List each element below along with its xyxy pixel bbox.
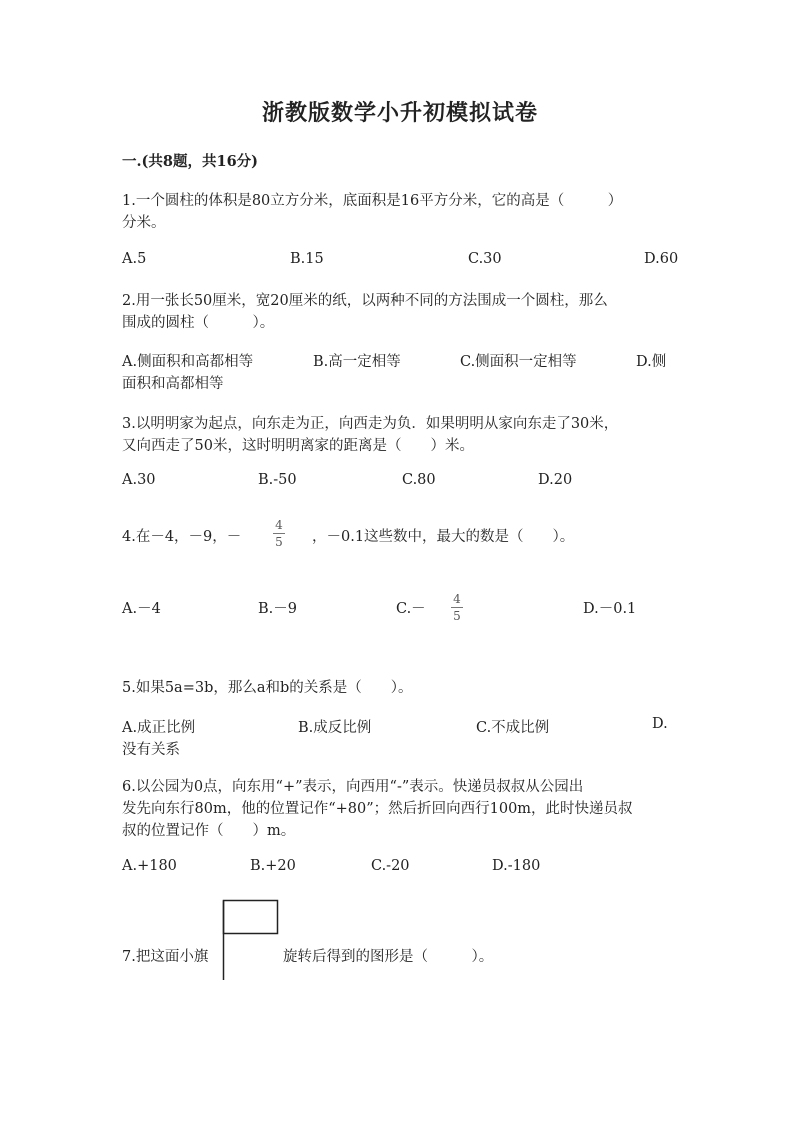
question-2-option-b[interactable]: B.高一定相等 xyxy=(313,354,401,370)
question-4-option-b[interactable]: B.－9 xyxy=(258,601,297,617)
question-4-option-a[interactable]: A.－4 xyxy=(122,601,161,617)
question-2-option-d[interactable]: D.侧 xyxy=(636,354,667,370)
question-3-option-d[interactable]: D.20 xyxy=(538,472,573,488)
question-3-line-2: 又向西走了50米，这时明明离家的距离是（ ）米。 xyxy=(122,438,474,454)
question-1-option-c[interactable]: C.30 xyxy=(468,251,502,267)
fraction-denominator: 5 xyxy=(275,535,283,549)
fraction-numerator: 4 xyxy=(275,518,283,532)
fraction-bar xyxy=(451,607,463,608)
question-3-option-b[interactable]: B.-50 xyxy=(258,472,297,488)
question-1-option-b[interactable]: B.15 xyxy=(290,251,324,267)
question-6-option-b[interactable]: B.+20 xyxy=(250,858,296,874)
question-1-line-2: 分米。 xyxy=(122,215,166,231)
question-6-option-c[interactable]: C.-20 xyxy=(371,858,410,874)
question-6-line-3: 叔的位置记作（ ）m。 xyxy=(122,823,296,839)
fraction-denominator: 5 xyxy=(453,609,461,623)
question-5-line-1: 5.如果5a=3b，那么a和b的关系是（ ）。 xyxy=(122,680,413,696)
question-3-option-c[interactable]: C.80 xyxy=(402,472,436,488)
flag-figure xyxy=(218,898,280,982)
question-2-line-2: 围成的圆柱（ ）。 xyxy=(122,315,275,331)
question-2-option-a[interactable]: A.侧面积和高都相等 xyxy=(122,354,254,370)
question-4-option-d[interactable]: D.－0.1 xyxy=(583,601,637,617)
question-1-option-a[interactable]: A.5 xyxy=(122,251,147,267)
question-5-option-a[interactable]: A.成正比例 xyxy=(122,720,196,736)
page-title: 浙教版数学小升初模拟试卷 xyxy=(261,100,538,126)
question-6-option-a[interactable]: A.+180 xyxy=(122,858,177,874)
question-4-option-c[interactable]: C.－ xyxy=(396,601,426,617)
question-2-option-d-wrap[interactable]: 面积和高都相等 xyxy=(122,376,224,392)
question-5-option-d[interactable]: D. xyxy=(652,716,668,732)
question-7-prefix: 7.把这面小旗 xyxy=(122,949,209,965)
question-4-fraction xyxy=(273,518,285,549)
flag-cloth xyxy=(224,901,278,934)
question-6-option-d[interactable]: D.-180 xyxy=(492,858,541,874)
question-6-line-1: 6.以公园为0点，向东用“+”表示，向西用“-”表示。快递员叔叔从公园出 xyxy=(122,779,584,795)
question-2-line-1: 2.用一张长50厘米，宽20厘米的纸，以两种不同的方法围成一个圆柱，那么 xyxy=(122,293,608,309)
question-5-option-c[interactable]: C.不成比例 xyxy=(476,720,550,736)
question-4-option-c-fraction xyxy=(451,592,463,623)
question-5-option-d-wrap[interactable]: 没有关系 xyxy=(122,742,180,758)
question-3-option-a[interactable]: A.30 xyxy=(122,472,156,488)
question-2-option-c[interactable]: C.侧面积一定相等 xyxy=(460,354,577,370)
question-1-line-1: 1.一个圆柱的体积是80立方分米，底面积是16平方分米，它的高是（ ） xyxy=(122,193,623,209)
section-heading: 一.(共8题，共16分) xyxy=(122,153,259,170)
question-7-suffix: 旋转后得到的图形是（ ）。 xyxy=(283,949,494,965)
question-5-option-b[interactable]: B.成反比例 xyxy=(298,720,372,736)
question-4-prefix: 4.在－4，－9，－ xyxy=(122,529,242,545)
fraction-numerator: 4 xyxy=(453,592,461,606)
fraction-bar xyxy=(273,533,285,534)
question-4-suffix: ，－0.1这些数中，最大的数是（ ）。 xyxy=(312,529,575,545)
question-3-line-1: 3.以明明家为起点，向东走为正，向西走为负．如果明明从家向东走了30米， xyxy=(122,416,619,432)
question-6-line-2: 发先向东行80m，他的位置记作“+80”；然后折回向西行100m，此时快递员叔 xyxy=(122,801,633,817)
question-1-option-d[interactable]: D.60 xyxy=(644,251,679,267)
